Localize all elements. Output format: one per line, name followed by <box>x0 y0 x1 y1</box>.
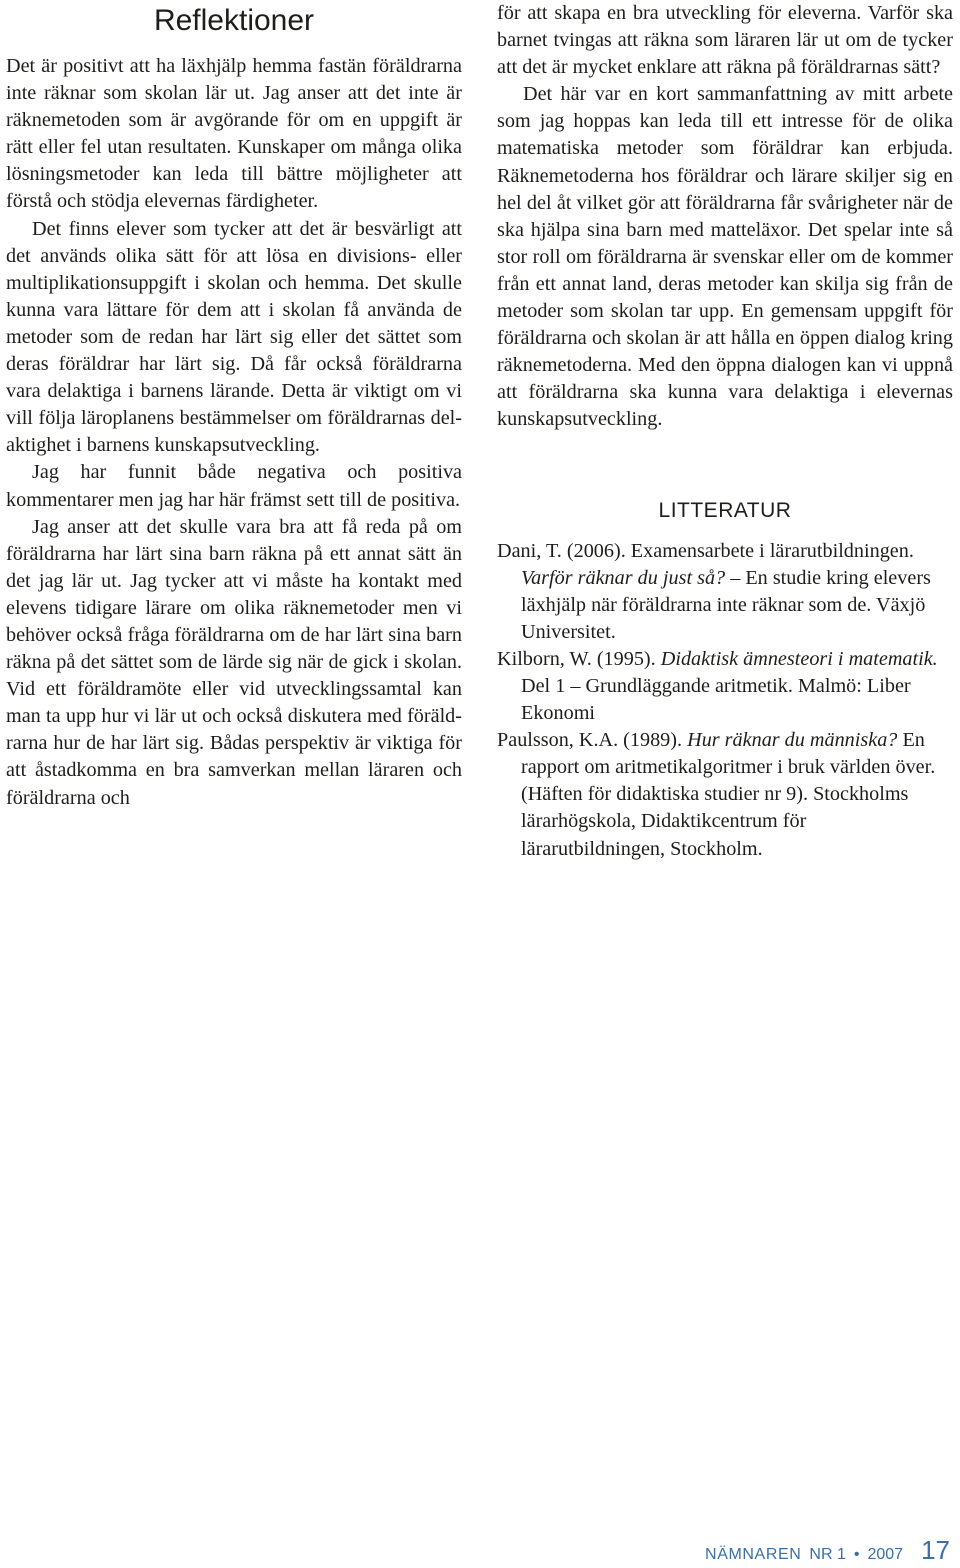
body-paragraph: Jag har funnit både negativa och positiva kommentarer men jag har här främst sett till de positiva. <box>6 461 462 511</box>
reference-entry <box>497 727 953 862</box>
reference-text: Del 1 – Grundläggande aritmetik. Malmö: Liber Ekonomi <box>521 674 911 725</box>
body-paragraph: för att skapa en bra utveckling för eleverna. Varför ska barnet tvingas att räkna som läraren lär ut om de tycker att det är mycket enklare att räkna på föräldrarnas sätt? <box>497 2 953 79</box>
reference-entry <box>497 646 953 727</box>
page-number: 17 <box>921 1535 950 1565</box>
magazine-name: NÄMNAREN <box>705 1546 802 1563</box>
issue-year: 2007 <box>867 1546 904 1563</box>
body-paragraph: Det är positivt att ha läxhjälp hemma fastän föräldrarna inte räknar som skolan lär ut. Jag anser att det inte är räknemetoden som är avgörande för om en uppgift är rätt eller fel utan resultaten. Kunskaper om många olika lösningsmetoder kan leda till bättre möjligheter att förstå och stödja elevernas färdigheter. <box>6 55 462 213</box>
literature-heading: LITTERATUR <box>658 498 792 522</box>
reference-entry <box>497 538 953 646</box>
reference-text: – En studie kring elevers läxhjälp när föräldrarna inte räknar som de. Växjö Universitet. <box>521 566 931 643</box>
reference-title: Hur räknar du människa? <box>687 729 898 752</box>
reference-title: Didaktisk ämnesteori i matematik. <box>660 647 938 670</box>
reference-text: En rapport om aritmetikalgoritmer i bruk världen över. (Häften för didaktiska studier nr 9). Stockholms lärarhögskola, Didaktikcentrum för lärarutbildningen, Stockholm. <box>521 729 936 860</box>
body-paragraph: Jag anser att det skulle vara bra att få reda på om föräldrarna har lärt sina barn räkna på ett annat sätt än det jag lär ut. Jag tycker att vi måste ha kontakt med elevens tidigare lärare om olika räknemetoder men vi behöver också fråga föräldrarna om de har lärt sina barn räkna på det sättet som de lärde sig när de gick i skolan. Vid ett föräldramöte eller vid utvecklingssamtal kan man ta upp hur vi lär ut och också diskutera med föräldrarna hur de har lärt sig. Bådas perspektiv är viktiga för att åstadkomma en bra samverkan mellan läraren och föräldrarna och <box>6 515 462 809</box>
body-paragraph: Det här var en kort sammanfattning av mitt arbete som jag hoppas kan leda till ett intresse för de olika matematiska metoder som föräldrar kan erbjuda. Räknemetoderna hos föräldrar och lärare skiljer sig en hel del åt vilket gör att föräldrarna får svårigheter när de ska hjälpa sina barn med matteläxor. Det spelar inte så stor roll om föräldrarna är svenskar eller om de kommer från ett annat land, deras metoder kan skilja sig från de metoder som skolan tar upp. En gemensam uppgift för föräldrarna och skolan är att hålla en öppen dialog kring räknemetoderna. Med den öppna dialogen kan vi uppnå att föräldrarna ska kunna vara delaktiga i elevernas kunskapsutveckling. <box>497 83 953 431</box>
left-column <box>6 0 462 812</box>
body-paragraph: Det finns elever som tycker att det är besvärligt att det används olika sätt för att lösa en divisions- eller multiplikationsuppgift i skolan och hemma. Det skulle kunna vara lättare för dem att i skolan få använda de metoder som de redan har lärt sig eller det sättet som deras föräldrar har lärt sig. Då får också föräldrarna vara delaktiga i barnens lärande. Detta är viktigt om vi vill följa läroplanens bestämmelser om föräldrarnas delaktighet i barnens kunskapsutveckling. <box>6 217 462 457</box>
page-footer <box>705 1535 950 1566</box>
reference-title: Varför räknar du just så? <box>521 566 726 589</box>
right-column <box>497 0 953 863</box>
issue-number: NR 1 <box>809 1546 846 1563</box>
footer-separator: • <box>853 1546 860 1563</box>
reference-text: Kilborn, W. (1995). <box>497 647 661 670</box>
reference-text: Paulsson, K.A. (1989). <box>497 729 688 752</box>
reference-text: Dani, T. (2006). Examensarbete i lärarutbildningen. <box>497 539 914 562</box>
section-heading: Reflektioner <box>153 4 315 37</box>
